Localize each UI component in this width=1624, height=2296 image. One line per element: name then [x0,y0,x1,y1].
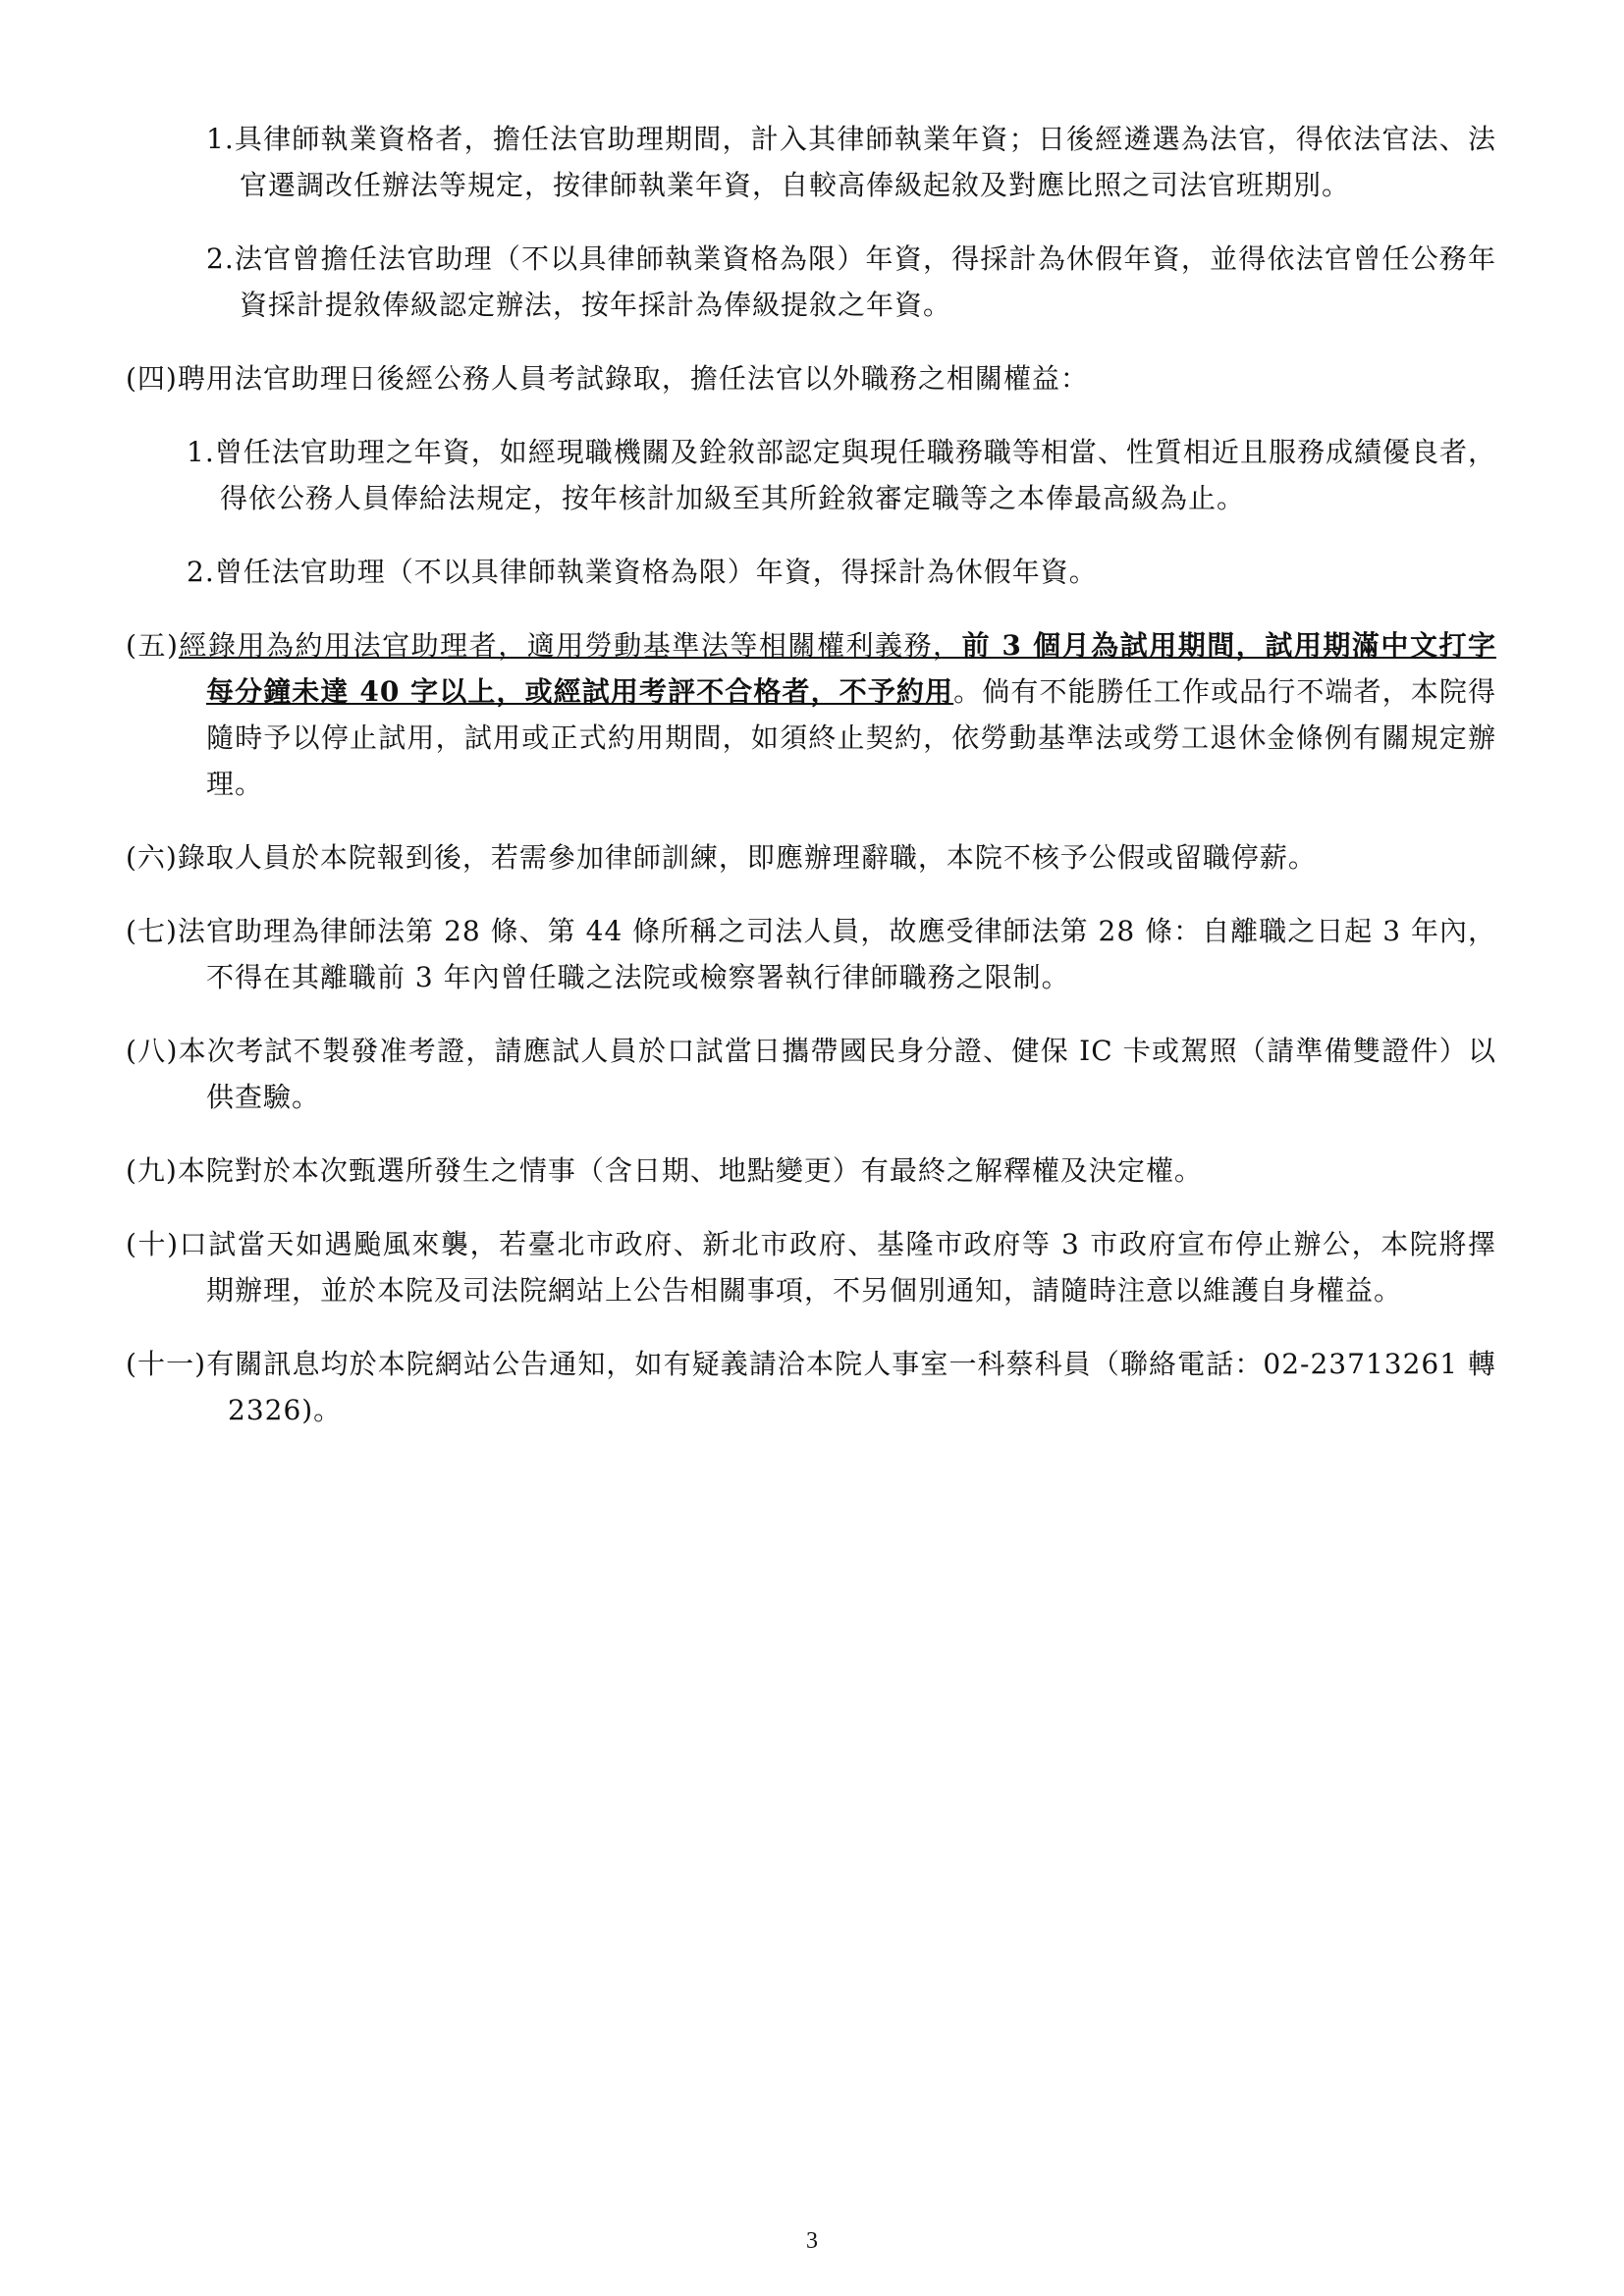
section5-prefix: (五) [126,629,179,662]
section4-heading: (四)聘用法官助理日後經公務人員考試錄取，擔任法官以外職務之相關權益： [126,362,1089,395]
section9-paragraph: (九)本院對於本次甄選所發生之情事（含日期、地點變更）有最終之解釋權及決定權。 [126,1154,1203,1187]
section4-sub1-paragraph: 1.曾任法官助理之年資，如經現職機關及銓敘部認定與現任職務職等相當、性質相近且服務成績優良者，得依公務人員俸給法規定，按年核計加級至其所銓敘審定職等之本俸最高級為止。 [187,436,1496,514]
section5-underlined-text: 經錄用為約用法官助理者，適用勞動基準法等相關權利義務， [178,629,962,662]
section11-paragraph: (十一)有關訊息均於本院網站公告通知，如有疑義請洽本院人事室一科蔡科員（聯絡電話：02-23713261 轉 2326)。 [126,1348,1496,1426]
section3-sub1-paragraph: 1.具律師執業資格者，擔任法官助理期間，計入其律師執業年資；日後經遴選為法官，得依法官法、法官遷調改任辦法等規定，按律師執業年資，自較高俸級起敘及對應比照之司法官班期別。 [206,123,1496,201]
page-body [126,116,1496,1439]
page-number: 3 [806,2228,818,2254]
section3-sub2-paragraph: 2.法官曾擔任法官助理（不以具律師執業資格為限）年資，得採計為休假年資，並得依法官曾任公務年資採計提敘俸級認定辦法，按年採計為俸級提敘之年資。 [206,242,1496,321]
section8-paragraph: (八)本次考試不製發准考證，請應試人員於口試當日攜帶國民身分證、健保 IC 卡或駕照（請準備雙證件）以供查驗。 [126,1035,1496,1113]
section4-sub2-paragraph: 2.曾任法官助理（不以具律師執業資格為限）年資，得採計為休假年資。 [187,556,1098,588]
section5-emphasis-text: 前 3 個月為試用期間，試用期滿中文打字每分鐘未達 40 字以上，或經試用考評不合格者，不予約用 [206,629,1496,708]
section7-paragraph: (七)法官助理為律師法第 28 條、第 44 條所稱之司法人員，故應受律師法第 28 條：自離職之日起 3 年內，不得在其離職前 3 年內曾任職之法院或檢察署執行律師職務之限制。 [126,915,1496,993]
section5-rest-text: 。倘有不能勝任工作或品行不端者，本院得隨時予以停止試用，試用或正式約用期間，如須終止契約，依勞動基準法或勞工退休金條例有關規定辦理。 [206,675,1496,800]
section5-paragraph [126,622,1496,807]
section6-paragraph: (六)錄取人員於本院報到後，若需參加律師訓練，即應辦理辭職，本院不核予公假或留職停薪。 [126,841,1317,874]
section10-paragraph: (十)口試當天如遇颱風來襲，若臺北市政府、新北市政府、基隆市政府等 3 市政府宣布停止辦公，本院將擇期辦理，並於本院及司法院網站上公告相關事項，不另個別通知，請隨時注意以維護自身權益。 [126,1228,1496,1307]
